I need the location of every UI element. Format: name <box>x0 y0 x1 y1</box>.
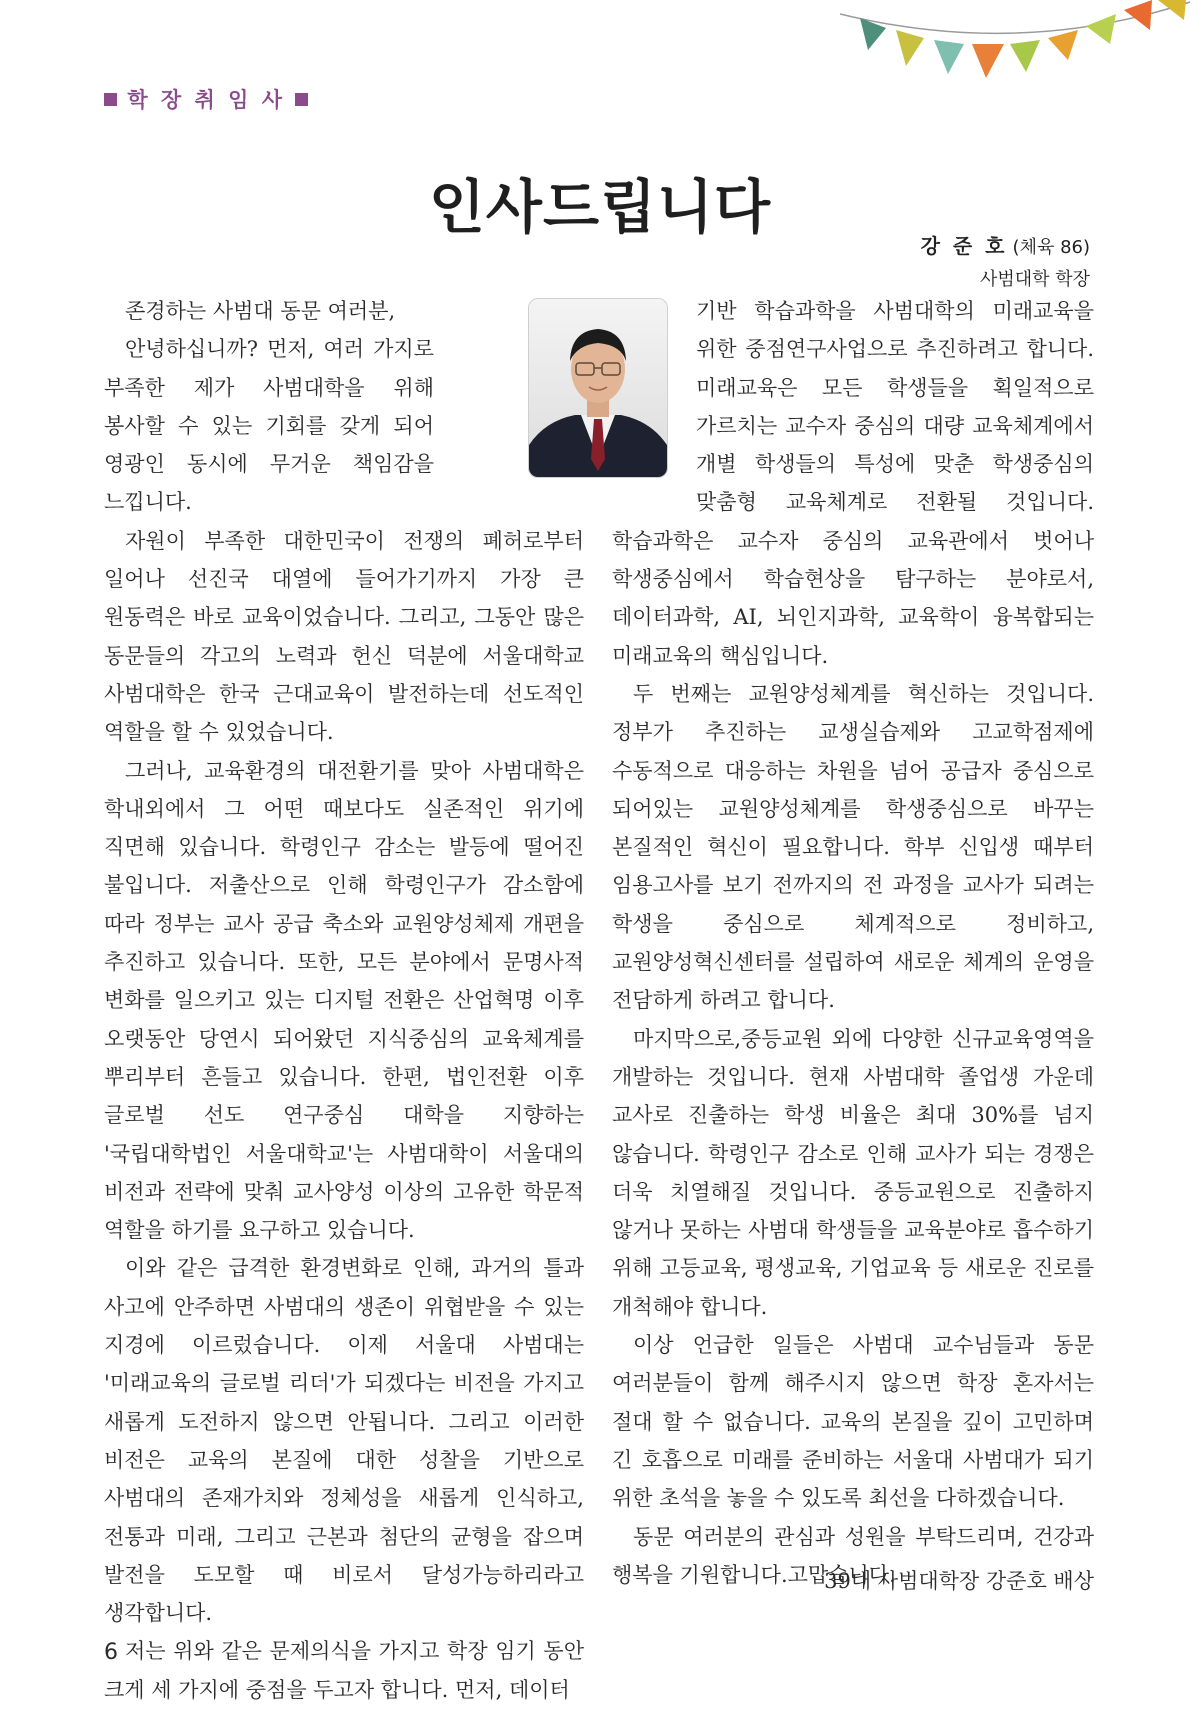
paragraph: 저는 위와 같은 문제의식을 가지고 학장 임기 동안 크게 세 가지에 중점을 두고자 합니다. 먼저, 데이터 <box>104 1639 584 1702</box>
page-number: 6 <box>104 1640 118 1665</box>
right-column <box>612 292 1094 1594</box>
square-icon <box>295 93 308 106</box>
photo-spacer <box>612 298 696 484</box>
page-title: 인사드립니다 <box>428 173 772 241</box>
square-icon <box>104 93 117 106</box>
photo-spacer <box>434 298 584 484</box>
paragraph: 존경하는 사범대 동문 여러분, <box>125 299 396 323</box>
author-block <box>921 230 1090 291</box>
author-name: 강 준 호 <box>920 234 1008 258</box>
left-column <box>104 292 584 1709</box>
paragraph: 안녕하십니까? 먼저, 여러 가지로 부족한 제가 사범대학을 위해 봉사할 수 있는 기회를 갖게 되어 영광인 동시에 무거운 책임감을 느낍니다. <box>104 337 434 515</box>
paragraph: 마지막으로,중등교원 외에 다양한 신규교육영역을 개발하는 것입니다. 현재 사범대학 졸업생 가운데 교사로 진출하는 학생 비율은 최대 30%를 넘지 않습니다. 학령인구 감소로 인해 교사가 되는 경쟁은 더욱 치열해질 것입니다. 중등교원으로 진출하지 않거나 못하는 사범대 학생들을 교육분야로 흡수하기 위해 고등교육, 평생교육, 기업교육 등 새로운 진로를 개척해야 합니다. <box>612 1026 1094 1319</box>
paragraph: 자원이 부족한 대한민국이 전쟁의 폐허로부터 일어나 선진국 대열에 들어가기까지 가장 큰 원동력은 바로 교육이었습니다. 그리고, 그동안 많은 동문들의 각고의 노력과 헌신 덕분에 서울대학교 사범대학은 한국 근대교육이 발전하는데 선도적인 역할을 할 수 있었습니다. <box>104 528 584 745</box>
paragraph: 기반 학습과학을 사범대학의 미래교육을 위한 중점연구사업으로 추진하려고 합니다. 미래교육은 모든 학생들을 획일적으로 가르치는 교수자 중심의 대량 교육체계에서 개별 학생들의 특성에 맞춘 학생중심의 맞춤형 교육체계로 전환될 것입니다. 학습과학은 교수자 중심의 교육관에서 벗어나 학생중심에서 학습현상을 탐구하는 분야로서, 데이터과학, AI, 뇌인지과학, 교육학이 융복합되는 미래교육의 핵심입니다. <box>612 299 1094 668</box>
paragraph: 동문 여러분의 관심과 성원을 부탁드리며, 건강과 행복을 기원합니다.고맙습니다. <box>612 1524 1094 1587</box>
section-label: 학 장 취 임 사 <box>127 88 285 112</box>
paragraph: 이상 언급한 일들은 사범대 교수님들과 동문 여러분들이 함께 해주시지 않으면 학장 혼자서는 절대 할 수 없습니다. 교육의 본질을 깊이 고민하며 긴 호흡으로 미래를 준비하는 서울대 사범대가 되기 위한 초석을 놓을 수 있도록 최선을 다하겠습니다. <box>612 1333 1094 1511</box>
paragraph: 그러나, 교육환경의 대전환기를 맞아 사범대학은 학내외에서 그 어떤 때보다도 실존적인 위기에 직면해 있습니다. 학령인구 감소는 발등에 떨어진 불입니다. 저출산으로 인해 학령인구가 감소함에 따라 정부는 교사 공급 축소와 교원양성체제 개편을 추진하고 있습니다. 또한, 모든 분야에서 문명사적 변화를 일으키고 있는 디지털 전환은 산업혁명 이후 오랫동안 당연시 되어왔던 지식중심의 교육체계를 뿌리부터 흔들고 있습니다. 한편, 법인전환 이후 글로벌 선도 연구중심 대학을 지향하는 '국립대학법인 서울대학교'는 사범대학이 서울대의 비전과 전략에 맞춰 교사양성 이상의 고유한 학문적 역할을 하기를 요구하고 있습니다. <box>104 758 584 1243</box>
author-role: 사범대학 학장 <box>979 269 1090 290</box>
section-tag <box>104 84 308 114</box>
bunting-decoration <box>840 0 1200 100</box>
paragraph: 이와 같은 급격한 환경변화로 인해, 과거의 틀과 사고에 안주하면 사범대의 생존이 위협받을 수 있는 지경에 이르렀습니다. 이제 서울대 사범대는 '미래교육의 글로벌 리더'가 되겠다는 비전을 가지고 새롭게 도전하지 않으면 안됩니다. 그리고 이러한 비전은 교육의 본질에 대한 성찰을 기반으로 사범대의 존재가치와 정체성을 새롭게 인식하고, 전통과 미래, 그리고 근본과 첨단의 균형을 잡으며 발전을 도모할 때 비로서 달성가능하리라고 생각합니다. <box>104 1256 584 1626</box>
author-dept: (체육 86) <box>1012 237 1090 258</box>
signature: 39대 사범대학장 강준호 배상 <box>824 1569 1094 1593</box>
paragraph: 두 번째는 교원양성체계를 혁신하는 것입니다. 정부가 추진하는 교생실습제와 고교학점제에 수동적으로 대응하는 차원을 넘어 공급자 중심으로 되어있는 교원양성체계를 학생중심으로 바꾸는 본질적인 혁신이 필요합니다. 학부 신입생 때부터 임용고사를 보기 전까지의 전 과정을 교사가 되려는 학생을 중심으로 체계적으로 정비하고, 교원양성혁신센터를 설립하여 새로운 체계의 운영을 전담하게 하려고 합니다. <box>612 681 1094 1013</box>
